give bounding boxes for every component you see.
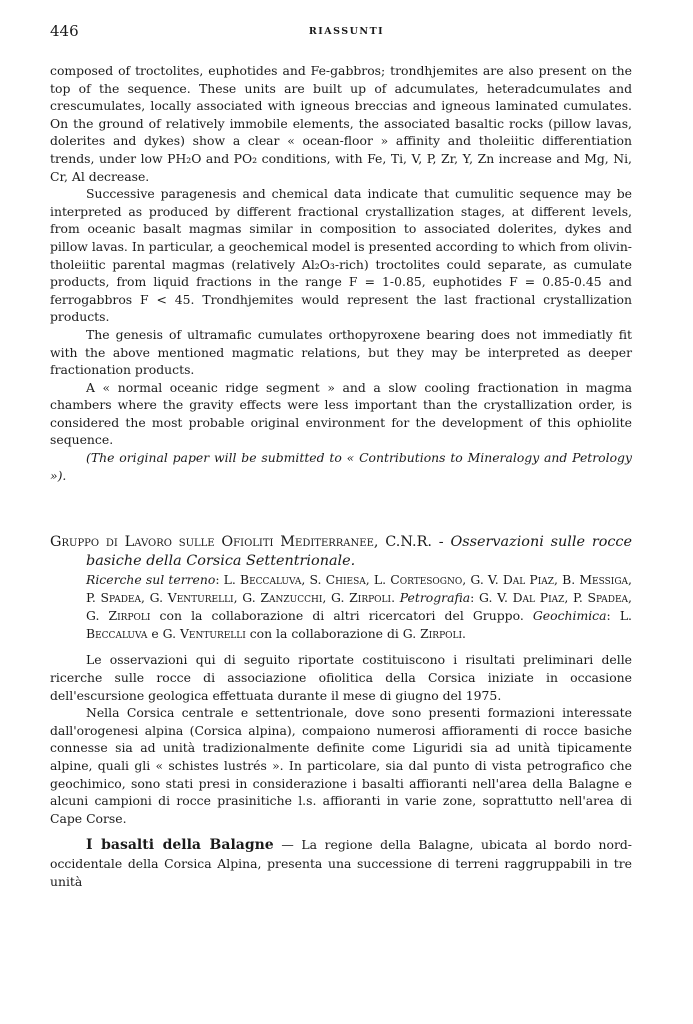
geochemistry-and: e: [147, 625, 163, 641]
field-research-names: L. Beccaluva, S. Chiesa, L. Cortesogno, G. V. Dal Piaz, B. Messiga, P. Spadea, G. Venturelli, G. Zanzucchi, G. Zirpoli.: [86, 572, 632, 606]
credits-end: .: [462, 625, 466, 641]
submission-note: (The original paper will be submitted to « Contributions to Mineralogy and Petrology »).: [50, 450, 632, 483]
english-paragraph-4: A « normal oceanic ridge segment » and a slow cooling fractionation in magma chambers where the gravity effects were less important than the crystallization order, is considered the most probable original environment for the development of this ophiolite sequence.: [50, 379, 632, 448]
section-heading: [50, 533, 632, 571]
geochemistry-name-c: G. Zirpoli: [402, 625, 463, 641]
geochemistry-name-a: L. Beccaluva: [86, 607, 632, 641]
italian-paragraph-1: Le osservazioni qui di seguito riportate costituiscono i risultati preliminari delle ricerche sulle rocce di associazione ofiolitica della Corsica iniziate in occasione dell'escursione geologica effettuata durante il mese di giugno del 1975.: [50, 652, 632, 703]
petrography-label: Petrografia: [399, 590, 471, 606]
geochemistry-name-b: G. Venturelli: [162, 625, 246, 641]
section-gap: [50, 484, 632, 533]
field-research-label: Ricerche sul terreno: [86, 572, 216, 588]
section-title: Osservazioni sulle rocce basiche della Corsica Settentrionale.: [86, 534, 632, 570]
page-body: [50, 62, 632, 890]
english-paragraph-1: composed of troctolites, euphotides and Fe-gabbros; trondhjemites are also present on the top of the sequence. These units are built up of adcumulates, heteradcumulates and crescumulates, locally associated with igneous breccias and igneous laminated cumulates. On the ground of relatively immobile elements, the associated basaltic rocks (pillow lavas, dolerites and dykes) show a clear « ocean-floor » affinity and tholeiitic differentiation trends, under low PH₂O and PO₂ conditions, with Fe, Ti, V, P, Zr, Y, Zn increase and Mg, Ni, Cr, Al decrease.: [50, 63, 632, 184]
italian-paragraph-3: [50, 836, 632, 890]
petrography-note: con la collaborazione di altri ricercatori del Gruppo.: [150, 607, 533, 623]
page-number: 446: [50, 22, 79, 40]
petrography-names: G. V. Dal Piaz, P. Spadea, G. Zirpoli: [86, 590, 632, 623]
english-paragraph-2: Successive paragenesis and chemical data indicate that cumulitic sequence may be interpreted as produced by different fractional crystallization stages, at different levels, from oceanic basalt magmas similar in composition to associated dolerites, dykes and pillow lavas. In particular, a geochemical model is presented according to which from olivin-tholeiitic parental magmas (relatively Al₂O₃-rich) troctolites could separate, as cumulate products, from liquid fractions in the range F = 1-0.85, euphotides F = 0.85-0.45 and ferrogabbros F < 45. Trondhjemites would represent the last fractional crystallization products.: [50, 186, 632, 325]
working-group-name: Gruppo di Lavoro sulle Ofioliti Mediterranee: [50, 534, 374, 551]
organization: , C.N.R. -: [373, 534, 451, 551]
credits-block: Ricerche sul terreno: L. Beccaluva, S. Chiesa, L. Cortesogno, G. V. Dal Piaz, B. Messiga, P. Spadea, G. Venturelli, G. Zanzucchi, G. Zirpoli. Petrografia: G. V. Dal Piaz, P. Spadea, G. Zirpoli con la collaborazione di altri ricercatori del Gruppo. Geochimica: L. Beccaluva e G. Venturelli con la collaborazione di G. Zirpoli.: [86, 572, 632, 641]
running-title: RIASSUNTI: [308, 26, 385, 37]
subsection-text: — La regione della Balagne, ubicata al bordo nord-occidentale della Corsica Alpina, presenta una successione di terreni raggruppabili in tre unità: [50, 837, 632, 889]
geochemistry-label: Geochimica: [532, 607, 607, 623]
subsection-heading: I basalti della Balagne: [86, 837, 274, 854]
italian-paragraph-2: Nella Corsica centrale e settentrionale, dove sono presenti formazioni interessate dall'orogenesi alpina (Corsica alpina), compaiono numerosi affioramenti di rocce basiche connesse sia ad unità tradizionalmente definite come Liguridi sia ad unità tipicamente alpine, quali gli « schistes lustrés ». In particolare, sia dal punto di vista petrografico che geochimico, sono stati presi in considerazione i basalti affioranti nell'area della Balagne e alcuni campioni di rocce prasinitiche l.s. affioranti in varie zone, soprattutto nell'area di Cape Corse.: [50, 705, 632, 826]
english-paragraph-3: The genesis of ultramafic cumulates orthopyroxene bearing does not immediatly fit with the above mentioned magmatic relations, but they may be interpreted as deeper fractionation products.: [50, 326, 632, 378]
page-header: [0, 22, 693, 42]
geochemistry-note: con la collaborazione di: [245, 625, 403, 641]
